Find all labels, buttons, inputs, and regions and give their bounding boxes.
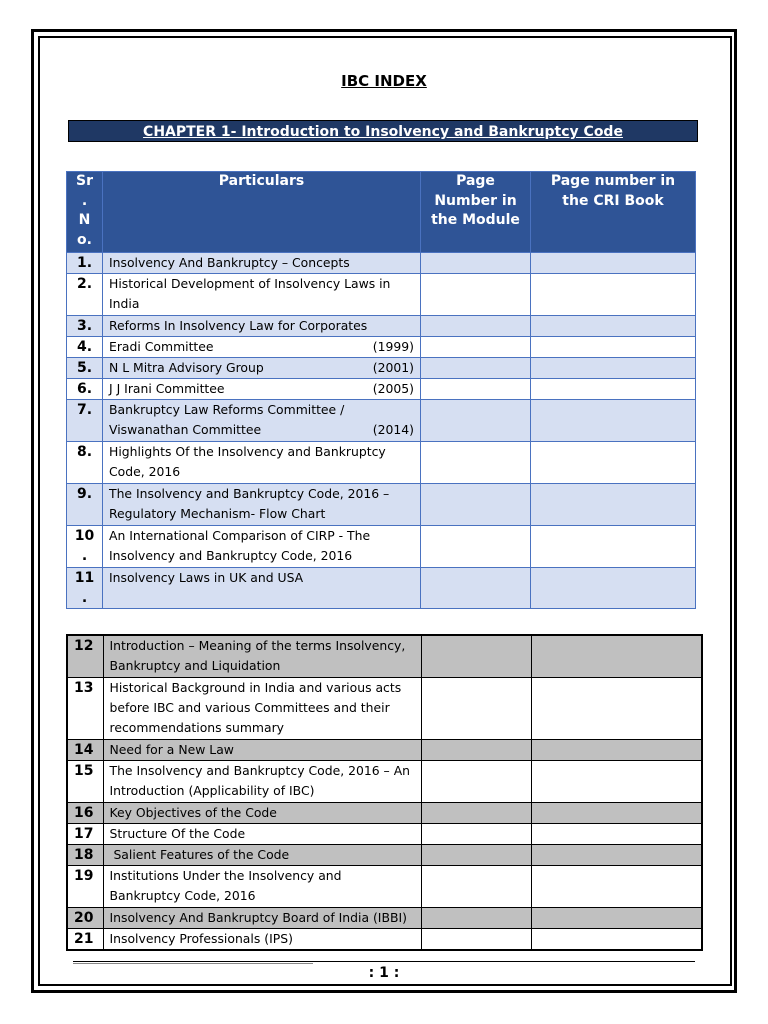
row-particulars: Historical Background in India and various acts before IBC and various Committees and their recommendations summary: [103, 677, 421, 739]
row-number: 21: [67, 928, 103, 950]
document-title: IBC INDEX: [341, 72, 427, 90]
row-module-page: [421, 526, 531, 568]
row-particulars: Historical Development of Insolvency Laws in India: [103, 274, 421, 316]
table-row: [67, 379, 696, 400]
row-number: 6.: [67, 379, 103, 400]
row-number: 15: [67, 760, 103, 802]
row-module-page: [421, 358, 531, 379]
row-number: 18: [67, 844, 103, 865]
row-module-page: [421, 379, 531, 400]
row-year: (1999): [372, 339, 414, 354]
table-row: [67, 907, 702, 928]
row-number: 5.: [67, 358, 103, 379]
row-number: 13: [67, 677, 103, 739]
row-module-page: [421, 802, 531, 823]
row-particulars: Salient Features of the Code: [103, 844, 421, 865]
footer-rule: [73, 961, 695, 962]
table-row: [67, 316, 696, 337]
row-cri-page: [531, 739, 702, 760]
table-row: [67, 760, 702, 802]
table-row: [67, 844, 702, 865]
row-number: 19: [67, 865, 103, 907]
index-table-1: [66, 171, 696, 609]
row-particulars: Insolvency Professionals (IPS): [103, 928, 421, 950]
row-cri-page: [531, 400, 696, 442]
row-number: 1.: [67, 253, 103, 274]
row-number: 11 .: [67, 568, 103, 609]
row-module-page: [421, 844, 531, 865]
row-particulars: Insolvency And Bankruptcy Board of India (IBBI): [103, 907, 421, 928]
table-row: [67, 442, 696, 484]
row-module-page: [421, 337, 531, 358]
page-number: : 1 :: [368, 965, 400, 981]
row-number: 3.: [67, 316, 103, 337]
row-module-page: [421, 400, 531, 442]
row-module-page: [421, 760, 531, 802]
row-number: 7.: [67, 400, 103, 442]
row-cri-page: [531, 316, 696, 337]
table-row: [67, 358, 696, 379]
row-particulars: Bankruptcy Law Reforms Committee / Viswanathan Committee (2014): [103, 400, 421, 442]
index-table-2: [66, 634, 703, 951]
row-particulars: N L Mitra Advisory Group (2001): [103, 358, 421, 379]
row-number: 4.: [67, 337, 103, 358]
table-row: [67, 739, 702, 760]
row-year: (2001): [372, 360, 414, 375]
row-module-page: [421, 739, 531, 760]
row-module-page: [421, 484, 531, 526]
row-particulars: An International Comparison of CIRP - The Insolvency and Bankruptcy Code, 2016: [103, 526, 421, 568]
row-particulars: Key Objectives of the Code: [103, 802, 421, 823]
row-module-page: [421, 907, 531, 928]
row-cri-page: [531, 442, 696, 484]
row-number: 2.: [67, 274, 103, 316]
row-particulars: Insolvency And Bankruptcy – Concepts: [103, 253, 421, 274]
row-cri-page: [531, 802, 702, 823]
row-module-page: [421, 442, 531, 484]
table-row: [67, 802, 702, 823]
table-row: [67, 484, 696, 526]
table-row: [67, 526, 696, 568]
row-number: 20: [67, 907, 103, 928]
row-number: 12: [67, 635, 103, 677]
row-module-page: [421, 274, 531, 316]
row-cri-page: [531, 379, 696, 400]
table-row: [67, 568, 696, 609]
row-particulars: Insolvency Laws in UK and USA: [103, 568, 421, 609]
row-cri-page: [531, 274, 696, 316]
row-cri-page: [531, 484, 696, 526]
row-number: 10 .: [67, 526, 103, 568]
row-cri-page: [531, 337, 696, 358]
row-cri-page: [531, 568, 696, 609]
row-number: 9.: [67, 484, 103, 526]
row-cri-page: [531, 928, 702, 950]
table-row: [67, 274, 696, 316]
row-cri-page: [531, 526, 696, 568]
table-row: [67, 253, 696, 274]
row-particulars: The Insolvency and Bankruptcy Code, 2016 – Regulatory Mechanism- Flow Chart: [103, 484, 421, 526]
footer-rule-short: [73, 963, 313, 964]
row-module-page: [421, 316, 531, 337]
table-row: [67, 677, 702, 739]
header-cri-page: Page number in the CRI Book: [531, 172, 696, 253]
row-particulars: Reforms In Insolvency Law for Corporates: [103, 316, 421, 337]
table-row: [67, 400, 696, 442]
row-module-page: [421, 823, 531, 844]
row-cri-page: [531, 358, 696, 379]
chapter-heading: CHAPTER 1- Introduction to Insolvency and Bankruptcy Code: [68, 120, 698, 142]
row-particulars: Highlights Of the Insolvency and Bankruptcy Code, 2016: [103, 442, 421, 484]
row-number: 8.: [67, 442, 103, 484]
row-cri-page: [531, 823, 702, 844]
table-row: [67, 635, 702, 677]
row-cri-page: [531, 253, 696, 274]
row-particulars: Structure Of the Code: [103, 823, 421, 844]
header-module-page: Page Number in the Module: [421, 172, 531, 253]
row-module-page: [421, 677, 531, 739]
row-cri-page: [531, 907, 702, 928]
row-module-page: [421, 253, 531, 274]
row-particulars: The Insolvency and Bankruptcy Code, 2016 – An Introduction (Applicability of IBC): [103, 760, 421, 802]
row-number: 14: [67, 739, 103, 760]
table-header-row: [67, 172, 696, 253]
row-cri-page: [531, 844, 702, 865]
row-module-page: [421, 928, 531, 950]
row-number: 17: [67, 823, 103, 844]
row-cri-page: [531, 760, 702, 802]
row-module-page: [421, 865, 531, 907]
row-particulars: Introduction – Meaning of the terms Insolvency, Bankruptcy and Liquidation: [103, 635, 421, 677]
row-particulars: Need for a New Law: [103, 739, 421, 760]
row-cri-page: [531, 865, 702, 907]
row-cri-page: [531, 635, 702, 677]
header-particulars: Particulars: [103, 172, 421, 253]
row-module-page: [421, 635, 531, 677]
row-number: 16: [67, 802, 103, 823]
table-row: [67, 865, 702, 907]
row-particulars: Eradi Committee (1999): [103, 337, 421, 358]
row-particulars: Institutions Under the Insolvency and Bankruptcy Code, 2016: [103, 865, 421, 907]
row-year: (2014): [372, 422, 414, 437]
row-particulars: J J Irani Committee (2005): [103, 379, 421, 400]
table-row: [67, 823, 702, 844]
row-module-page: [421, 568, 531, 609]
table-row: [67, 337, 696, 358]
row-year: (2005): [372, 381, 414, 396]
table-row: [67, 928, 702, 950]
header-sr-no: Sr . N o.: [67, 172, 103, 253]
row-cri-page: [531, 677, 702, 739]
